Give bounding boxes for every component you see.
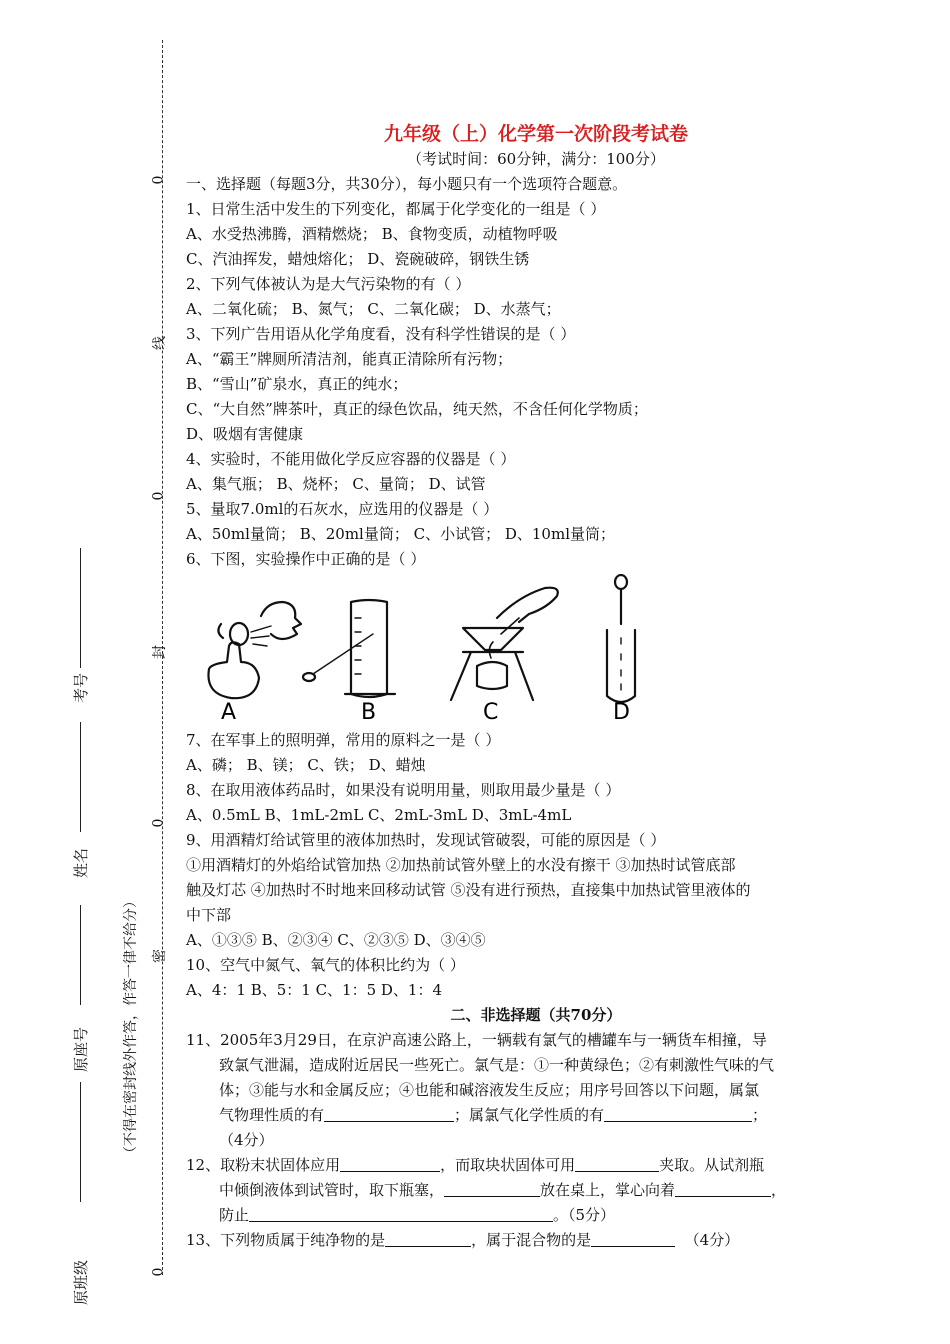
q13-text: （4分）: [684, 1231, 740, 1249]
exam-title: 九年级（上）化学第一次阶段考试卷: [383, 123, 688, 145]
seal-circle-mark: 0: [150, 818, 167, 828]
question-option: C、“大自然”牌茶叶，真正的绿色饮品，纯天然，不含任何化学物质；: [186, 400, 648, 418]
question-body: 致氯气泄漏，造成附近居民一些死亡。氯气是：①一种黄绿色；②有刺激性气味的气: [219, 1056, 775, 1074]
q12-text: 。（5分）: [553, 1206, 616, 1224]
question-body: 11、2005年3月29日，在京沪高速公路上，一辆载有氯气的槽罐车与一辆货车相撞，导: [186, 1031, 767, 1049]
q12-text: ，: [771, 1181, 787, 1199]
question-option: A、二氧化硫； B、氮气； C、二氧化碳； D、水蒸气；: [186, 300, 561, 318]
exam-no-input-line[interactable]: [80, 548, 81, 668]
eye-icon: [303, 673, 315, 681]
section2-header: 二、非选择题（共70分）: [450, 1006, 622, 1024]
question-option: D、吸烟有害健康: [186, 425, 304, 443]
question-stem: 2、下列气体被认为是大气污染物的有（ ）: [186, 275, 471, 293]
question-option: A、50ml量筒； B、20ml量筒； C、小试管； D、10ml量筒；: [186, 525, 615, 543]
question-stem: 6、下图，实验操作中正确的是（ ）: [186, 550, 426, 568]
stopper-icon: [230, 623, 248, 645]
question-body: [186, 1203, 886, 1228]
question-option: A、0.5mL B、1mL-2mL C、2mL-3mL D、3mL-4mL: [186, 806, 572, 824]
question-option: B、“雪山”矿泉水，真正的纯水；: [186, 375, 408, 393]
class-label: 原班级: [72, 1259, 90, 1305]
q12-text: 防止: [219, 1206, 250, 1224]
q12-text: ，而取块状固体可用: [440, 1156, 576, 1174]
lab-operations-figure: [186, 574, 886, 724]
question-option: A、集气瓶； B、烧杯； C、量筒； D、试管: [186, 475, 486, 493]
exam-no-label: 考号: [72, 672, 90, 703]
question-option: A、磷； B、镁； C、铁； D、蜡烛: [186, 756, 426, 774]
question-body: [186, 1178, 886, 1203]
figure-label-a: A: [221, 700, 237, 724]
class-input-line[interactable]: [80, 1082, 81, 1202]
section1-header: 一、选择题（每题3分，共30分），每小题只有一个选项符合题意。: [186, 175, 628, 193]
question-body: ①用酒精灯的外焰给试管加热 ②加热前试管外壁上的水没有擦干 ③加热时试管底部: [186, 856, 736, 874]
hand-icon: [497, 588, 558, 622]
question-option: C、汽油挥发，蜡烛熔化； D、瓷碗破碎，钢铁生锈: [186, 250, 530, 268]
seal-mark-secret: 密: [152, 949, 168, 963]
cylinder-icon: [351, 600, 387, 697]
question-option: A、①③⑤ B、②③④ C、②③⑤ D、③④⑤: [186, 931, 486, 949]
seal-circle-mark: 0: [150, 175, 167, 185]
q11-text: ；属氯气化学性质的有: [454, 1106, 605, 1124]
seat-no-input-line[interactable]: [80, 905, 81, 1005]
q12-stopper-blank[interactable]: [444, 1180, 540, 1197]
seat-no-label: 原座号: [72, 1026, 90, 1072]
q13-pure-blank[interactable]: [385, 1230, 471, 1247]
question-option: A、水受热沸腾，酒精燃烧； B、食物变质，动植物呼吸: [186, 225, 558, 243]
question-body: [186, 1228, 886, 1253]
q12-palm-blank[interactable]: [675, 1180, 771, 1197]
question-body: 触及灯芯 ④加热时不时地来回移动试管 ⑤没有进行预热，直接集中加热试管里液体的: [186, 881, 751, 899]
q13-text: 13、下列物质属于纯净物的是: [186, 1231, 386, 1249]
q12-text: 夹取。从试剂瓶: [659, 1156, 765, 1174]
question-stem: 7、在军事上的照明弹，常用的原料之一是（ ）: [186, 731, 501, 749]
burner-icon: [477, 662, 507, 689]
seal-circle-mark: 0: [150, 491, 167, 501]
q13-text: ，属于混合物的是: [471, 1231, 592, 1249]
q11-text: 气物理性质的有: [219, 1106, 325, 1124]
q12-text: 放在桌上，掌心向着: [540, 1181, 676, 1199]
q13-mixture-blank[interactable]: [591, 1230, 675, 1247]
name-label: 姓名: [72, 847, 90, 878]
seal-circle-mark: 0: [150, 1267, 167, 1277]
q12-block-blank[interactable]: [575, 1155, 659, 1172]
figure-label-c: C: [483, 700, 499, 724]
question-body: 体；③能与水和金属反应；④也能和碱溶液发生反应；用序号回答以下问题，属氯: [219, 1081, 760, 1099]
q12-text: 中倾倒液体到试管时，取下瓶塞，: [219, 1181, 445, 1199]
seal-mark-seal: 封: [152, 645, 168, 659]
question-body: [186, 1153, 886, 1178]
q12-prevent-blank[interactable]: [249, 1205, 553, 1222]
figure-label-d: D: [613, 700, 630, 724]
question-stem: 4、实验时，不能用做化学反应容器的仪器是（ ）: [186, 450, 516, 468]
q11-text: ；: [752, 1106, 768, 1124]
question-stem: 3、下列广告用语从化学角度看，没有科学性错误的是（ ）: [186, 325, 576, 343]
exam-content: [186, 120, 886, 1253]
lab-operations-drawing: [201, 574, 671, 724]
question-stem: 1、日常生活中发生的下列变化，都属于化学变化的一组是（ ）: [186, 200, 606, 218]
figure-label-b: B: [361, 700, 377, 724]
seal-notice: （不得在密封线外作答，作答一律不给分）: [123, 894, 139, 1160]
dish-icon: [463, 628, 523, 650]
question-body: 中下部: [186, 906, 232, 924]
seal-mark-line: 线: [152, 336, 168, 350]
question-score: （4分）: [219, 1131, 274, 1149]
flask-icon: [208, 642, 259, 698]
question-option: A、4：1 B、5：1 C、1：5 D、1：4: [186, 981, 443, 999]
question-stem: 9、用酒精灯给试管里的液体加热时，发现试管破裂，可能的原因是（ ）: [186, 831, 666, 849]
question-stem: 5、量取7.0ml的石灰水，应选用的仪器是（ ）: [186, 500, 499, 518]
face-icon: [261, 602, 301, 639]
q12-powder-blank[interactable]: [340, 1155, 440, 1172]
exam-subtitle: （考试时间：60分钟，满分：100分）: [407, 150, 665, 168]
question-stem: 10、空气中氮气、氧气的体积比约为（ ）: [186, 956, 465, 974]
dropper-bulb-icon: [615, 575, 627, 589]
q11-physical-blank[interactable]: [324, 1105, 454, 1122]
q11-chemical-blank[interactable]: [604, 1105, 752, 1122]
question-option: A、“霸王”牌厕所清洁剂，能真正清除所有污物；: [186, 350, 513, 368]
question-body: [186, 1103, 886, 1128]
q12-text: 12、取粉末状固体应用: [186, 1156, 341, 1174]
question-stem: 8、在取用液体药品时，如果没有说明用量，则取用最少量是（ ）: [186, 781, 621, 799]
name-input-line[interactable]: [80, 722, 81, 832]
